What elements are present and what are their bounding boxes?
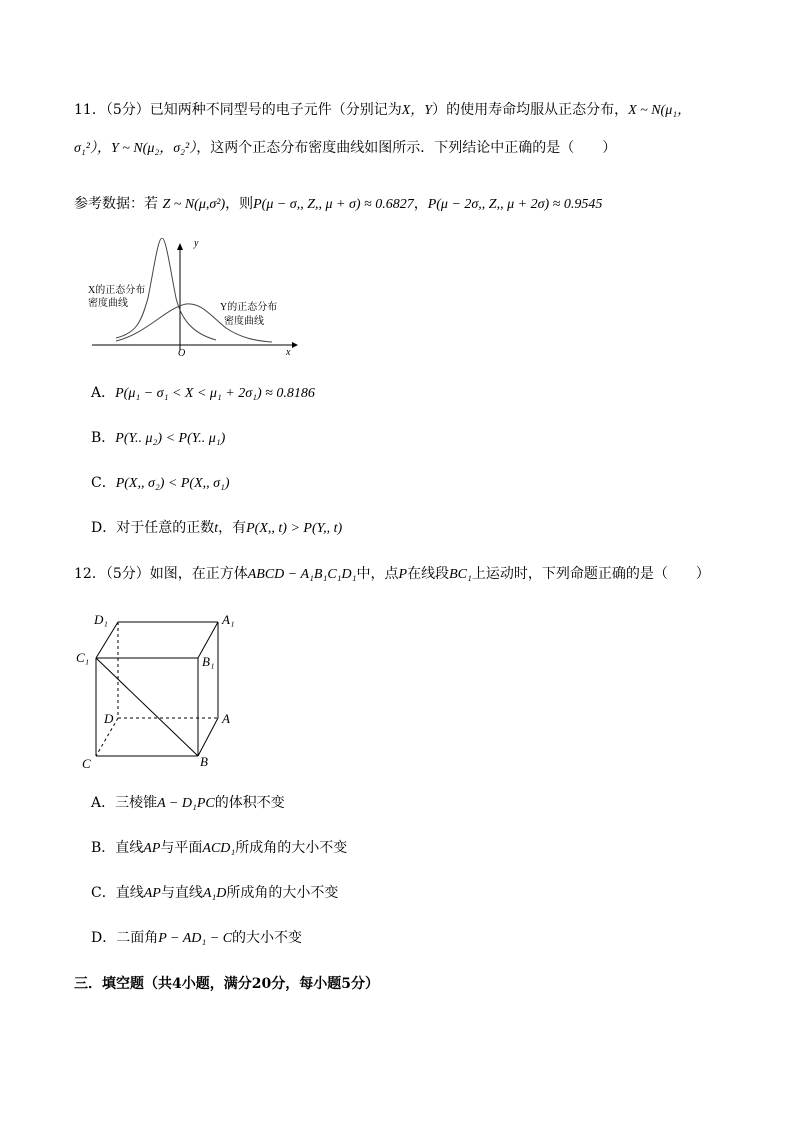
option-math: P − AD₁ − C	[158, 931, 233, 946]
q11-stem-text-a: 11．（5分）已知两种不同型号的电子元件（分别记为	[74, 102, 402, 118]
option-pre: 二面角	[116, 930, 159, 946]
section-3-heading: 三．填空题（共4小题，满分20分，每小题5分）	[74, 976, 379, 992]
edge-d1-c1	[96, 622, 118, 658]
segment-c1-b	[96, 658, 198, 756]
q11-stem-math-xy: X，Y	[401, 103, 433, 118]
option-pre: 直线	[115, 840, 144, 856]
q11-stem-math-xdist: X ~ N(μ₁，	[628, 103, 692, 118]
q11-option-c	[91, 474, 230, 493]
edge-a1-b1	[198, 622, 218, 658]
ref-math-one-sigma: P(μ − σ,, Z,, μ + σ) ≈ 0.6827	[253, 197, 414, 212]
y-axis-label: y	[194, 238, 199, 249]
option-letter: C．	[91, 885, 116, 901]
option-pre: 直线	[115, 885, 144, 901]
vertex-label-d1: D₁	[94, 612, 108, 627]
option-letter: D．	[91, 930, 117, 946]
q12-option-b	[91, 839, 347, 858]
q12-stem-cube: ABCD − A₁B₁C₁D₁	[247, 567, 357, 582]
q11-stem-line1	[74, 101, 691, 120]
option-math: AP	[143, 886, 161, 901]
option-letter: B．	[91, 430, 116, 446]
option-math: P(X,, σ₂) < P(X,, σ₁)	[115, 476, 230, 491]
ref-mid: ，则	[225, 196, 254, 212]
y-curve-label-1: Y的正态分布	[220, 302, 278, 313]
q11-option-d	[91, 519, 342, 538]
x-axis-label: x	[286, 347, 291, 358]
x-curve-label-2: 密度曲线	[88, 298, 128, 309]
option-math: P(μ₁ − σ₁ < X < μ₁ + 2σ₁) ≈ 0.8186	[115, 386, 315, 401]
x-axis-arrow	[292, 342, 298, 348]
q11-stem-text-c: ，这两个正态分布密度曲线如图所示．下列结论中正确的是（ ）	[196, 140, 617, 156]
x-curve-label-1: X的正态分布	[88, 285, 146, 296]
q12-option-c	[91, 884, 338, 903]
option-mid: 与平面	[160, 840, 203, 856]
option-letter: C．	[91, 475, 116, 491]
option-math-t: t	[214, 521, 219, 536]
vertex-label-c: C	[82, 756, 91, 771]
ref-label: 参考数据：若	[74, 196, 158, 212]
option-letter: D．	[91, 520, 117, 536]
q11-normal-curves-figure	[86, 238, 302, 360]
option-letter: A．	[91, 385, 116, 401]
q11-reference-data	[74, 195, 602, 214]
q11-stem-line2	[74, 139, 616, 158]
option-mid: 与直线	[160, 885, 203, 901]
origin-label: O	[178, 348, 186, 359]
option-post: 所成角的大小不变	[235, 840, 348, 856]
option-post: 的大小不变	[232, 930, 303, 946]
q12-stem-a: 12．（5分）如图，在正方体	[74, 566, 248, 582]
ref-sep: ，	[413, 196, 428, 212]
q12-option-d	[91, 929, 302, 948]
ref-math-two-sigma: P(μ − 2σ,, Z,, μ + 2σ) ≈ 0.9545	[427, 197, 603, 212]
edge-a-b	[198, 718, 218, 756]
option-math: P(Y.. μ₂) < P(Y.. μ₁)	[115, 431, 226, 446]
vertex-label-b1: B₁	[202, 654, 215, 669]
option-math: P(X,, t) > P(Y,, t)	[246, 521, 343, 536]
option-math2: ACD₁	[202, 841, 236, 856]
ref-math-z: Z ~ N(μ,σ²)	[162, 197, 226, 212]
y-curve-label-2: 密度曲线	[224, 316, 264, 327]
option-letter: A．	[91, 795, 116, 811]
vertex-label-a: A	[222, 711, 230, 726]
q12-stem-p: P	[398, 567, 408, 582]
q12-stem-bc1: BC₁	[449, 567, 472, 582]
q11-stem-text-b: ）的使用寿命均服从正态分布，	[432, 102, 629, 118]
option-post: 的体积不变	[214, 795, 285, 811]
option-text-mid: ，有	[218, 520, 247, 536]
y-axis-arrow	[177, 243, 183, 250]
vertex-label-c1: C₁	[76, 650, 90, 665]
option-post: 所成角的大小不变	[226, 885, 339, 901]
vertex-label-a1: A₁	[222, 612, 235, 627]
q12-cube-figure	[76, 606, 246, 776]
option-math: AP	[143, 841, 161, 856]
q12-stem	[74, 565, 710, 584]
q11-option-a	[91, 384, 315, 403]
q12-option-a	[91, 794, 285, 813]
vertex-label-d: D	[104, 711, 114, 726]
q12-stem-d: 上运动时，下列命题正确的是（ ）	[471, 566, 710, 582]
q11-stem-math-ydist: σ₁²），Y ~ N(μ₂，σ₂²）	[74, 141, 197, 156]
vertex-label-b: B	[200, 754, 208, 769]
option-math: A − D₁PC	[157, 796, 215, 811]
q12-stem-c: 在线段	[407, 566, 450, 582]
option-math2: A₁D	[202, 886, 227, 901]
q12-stem-b: 中，点	[356, 566, 399, 582]
option-text: 对于任意的正数	[116, 520, 215, 536]
option-pre: 三棱锥	[115, 795, 158, 811]
q11-option-b	[91, 429, 225, 448]
option-letter: B．	[91, 840, 116, 856]
